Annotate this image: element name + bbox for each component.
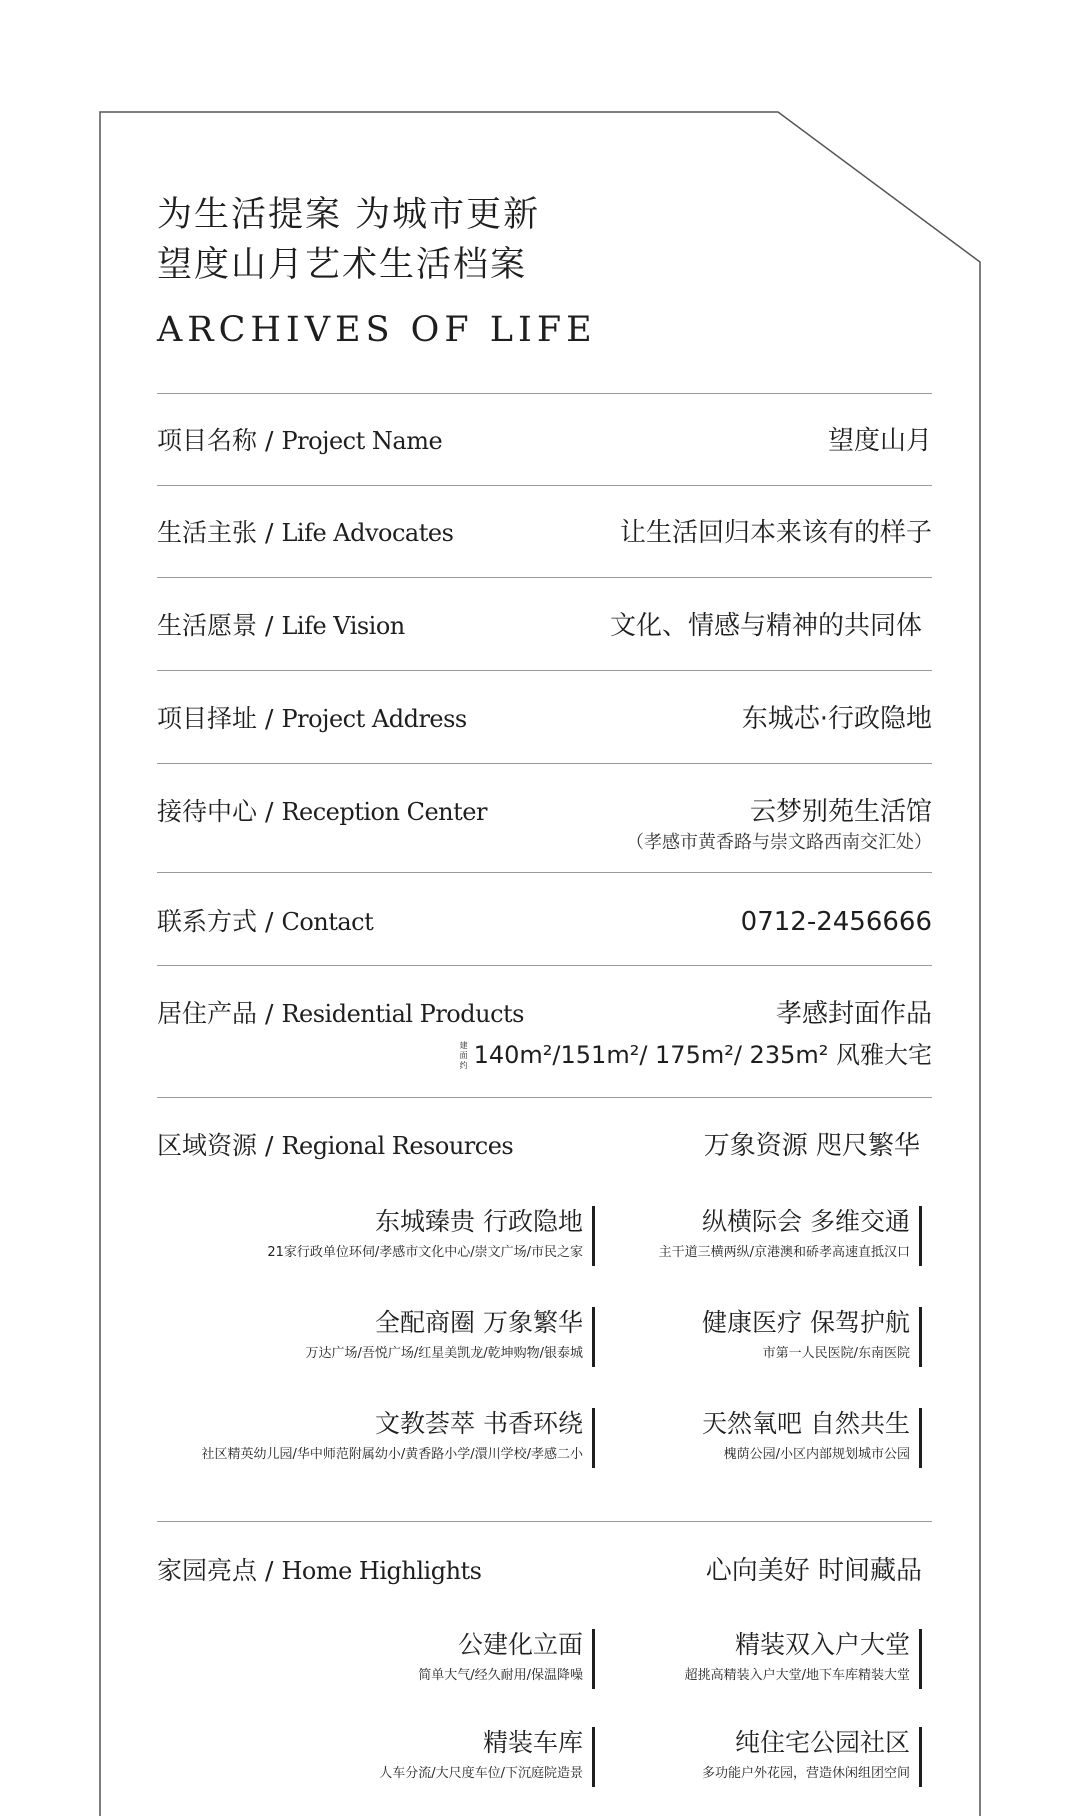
label-cn: 项目名称 — [157, 426, 258, 455]
label-cn: 生活主张 — [157, 518, 258, 547]
feature-desc: 主干道三横两纵/京港澳和硚孝高速直抵汉口 — [658, 1245, 910, 1260]
label-en: Regional Resources — [281, 1132, 514, 1160]
label-en: Reception Center — [281, 798, 487, 826]
divider — [157, 1097, 932, 1098]
reception-address: （孝感市黄香路与崇文路西南交汇处） — [626, 832, 932, 853]
home-feature — [502, 1725, 922, 1785]
row-contact — [157, 902, 932, 942]
row-project-address — [157, 699, 932, 739]
regional-feature — [502, 1204, 922, 1264]
row-label — [157, 421, 442, 461]
separator: / — [265, 907, 274, 936]
header-line-2: 望度山月艺术生活档案 — [157, 245, 528, 285]
feature-bar — [919, 1307, 922, 1367]
label-en: Project Name — [281, 427, 443, 455]
feature-desc: 21家行政单位环伺/孝感市文化中心/崇文广场/市民之家 — [267, 1245, 583, 1260]
row-value: 孝感封面作品 — [775, 999, 932, 1029]
label-cn: 家园亮点 — [157, 1556, 258, 1585]
row-life-advocates — [157, 513, 932, 553]
label-cn: 生活愿景 — [157, 611, 258, 640]
row-value: 东城芯·行政隐地 — [741, 704, 932, 734]
feature-title: 公建化立面 — [457, 1630, 583, 1659]
label-en: Project Address — [281, 705, 467, 733]
row-label — [157, 902, 373, 942]
header-line-1: 为生活提案 为城市更新 — [157, 195, 541, 235]
separator: / — [265, 1131, 274, 1160]
label-cn: 联系方式 — [157, 907, 258, 936]
divider — [157, 670, 932, 671]
feature-title: 文教荟萃 书香环绕 — [375, 1409, 583, 1438]
row-value: 云梦别苑生活馆 — [749, 797, 932, 827]
area-tag: 建面约 — [459, 1041, 468, 1070]
feature-title: 纯住宅公园社区 — [734, 1728, 910, 1757]
row-reception-center — [157, 792, 932, 832]
feature-title: 纵横际会 多维交通 — [702, 1207, 910, 1236]
home-feature — [502, 1627, 922, 1687]
feature-desc: 超挑高精装入户大堂/地下车库精装大堂 — [684, 1668, 910, 1683]
feature-bar — [919, 1408, 922, 1468]
sizes-text: 140m²/151m²/ 175m²/ 235m² 风雅大宅 — [473, 1041, 932, 1069]
feature-title: 全配商圈 万象繁华 — [375, 1308, 583, 1337]
row-label — [157, 513, 453, 553]
feature-bar — [919, 1206, 922, 1266]
label-en: Home Highlights — [281, 1557, 482, 1585]
regional-feature — [502, 1406, 922, 1466]
divider — [157, 763, 932, 764]
row-value: 心向美好 时间藏品 — [705, 1556, 922, 1586]
divider — [157, 1521, 932, 1522]
feature-desc: 简单大气/经久耐用/保温降噪 — [418, 1668, 583, 1683]
separator: / — [265, 426, 274, 455]
row-value: 文化、情感与精神的共同体 — [609, 611, 922, 641]
row-label — [157, 606, 405, 646]
row-project-name — [157, 421, 932, 461]
row-label — [157, 1551, 481, 1591]
separator: / — [265, 1556, 274, 1585]
row-regional-resources — [157, 1126, 932, 1166]
feature-title: 精装车库 — [482, 1728, 583, 1757]
contact-phone: 0712-2456666 — [740, 907, 932, 937]
regional-feature — [502, 1305, 922, 1365]
separator: / — [265, 999, 274, 1028]
row-label — [157, 994, 524, 1034]
row-label — [157, 699, 467, 739]
feature-title: 东城臻贵 行政隐地 — [375, 1207, 583, 1236]
feature-title: 天然氧吧 自然共生 — [702, 1409, 910, 1438]
feature-bar — [919, 1629, 922, 1689]
row-value: 让生活回归本来该有的样子 — [619, 518, 932, 548]
divider — [157, 393, 932, 394]
header — [157, 190, 857, 350]
label-en: Life Vision — [281, 612, 405, 640]
divider — [157, 872, 932, 873]
label-en: Life Advocates — [281, 519, 454, 547]
row-value: 望度山月 — [827, 426, 932, 456]
row-life-vision — [157, 606, 932, 646]
row-residential-products — [157, 994, 932, 1034]
divider — [157, 485, 932, 486]
divider — [157, 965, 932, 966]
divider — [157, 577, 932, 578]
separator: / — [265, 611, 274, 640]
feature-title: 健康医疗 保驾护航 — [702, 1308, 910, 1337]
row-value: 万象资源 咫尺繁华 — [703, 1131, 920, 1161]
archives-title: ARCHIVES OF LIFE — [157, 310, 597, 350]
label-cn: 项目择址 — [157, 704, 258, 733]
separator: / — [265, 704, 274, 733]
separator: / — [265, 518, 274, 547]
label-cn: 居住产品 — [157, 999, 258, 1028]
label-cn: 接待中心 — [157, 797, 258, 826]
row-label — [157, 792, 487, 832]
separator: / — [265, 797, 274, 826]
label-en: Contact — [281, 908, 374, 936]
feature-desc: 社区精英幼儿园/华中师范附属幼小/黄香路小学/澴川学校/孝感二小 — [201, 1447, 583, 1462]
residential-sizes — [460, 1039, 932, 1071]
feature-desc: 多功能户外花园，营造休闲组团空间 — [701, 1766, 910, 1781]
label-en: Residential Products — [281, 1000, 524, 1028]
feature-desc: 槐荫公园/小区内部规划城市公园 — [723, 1447, 910, 1462]
label-cn: 区域资源 — [157, 1131, 258, 1160]
feature-title: 精装双入户大堂 — [734, 1630, 910, 1659]
feature-desc: 市第一人民医院/东南医院 — [762, 1346, 910, 1361]
row-home-highlights — [157, 1551, 932, 1591]
feature-desc: 万达广场/吾悦广场/红星美凯龙/乾坤购物/银泰城 — [305, 1346, 583, 1361]
feature-desc: 人车分流/大尺度车位/下沉庭院造景 — [379, 1766, 583, 1781]
feature-bar — [919, 1727, 922, 1787]
row-label — [157, 1126, 513, 1166]
